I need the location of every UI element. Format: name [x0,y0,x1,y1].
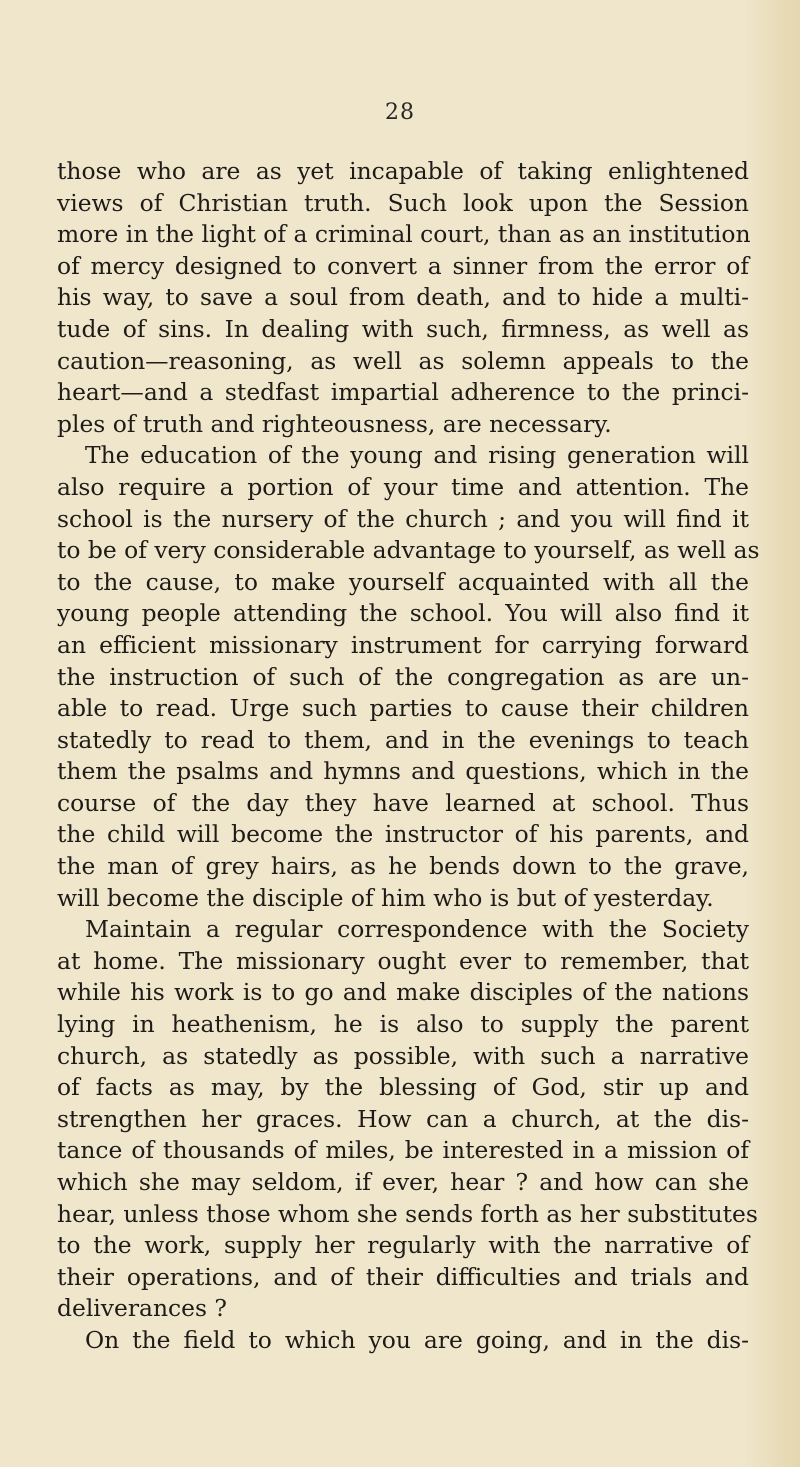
text-line: to the work, supply her regularly with the narrative of [57,1231,749,1260]
text-line: the instruction of such of the congregation as are un- [57,662,749,691]
text-line: young people attending the school. You will also find it [57,599,749,628]
text-line: also require a portion of your time and attention. The [57,472,749,501]
text-line: more in the light of a criminal court, than as an institution [57,220,751,249]
text-line: while his work is to go and make disciples of the nations [57,978,749,1007]
text-line: tance of thousands of miles, be interested in a mission of [57,1136,749,1165]
text-line: their operations, and of their difficulties and trials and [57,1262,749,1291]
text-line: an efficient missionary instrument for carrying forward [57,630,749,659]
text-line: Maintain a regular correspondence with the Society [85,915,749,944]
text-line: of mercy designed to convert a sinner from the error of [57,251,749,280]
text-line: to the cause, to make yourself acquainted with all the [57,567,749,596]
text-line: of facts as may, by the blessing of God, stir up and [57,1073,749,1102]
text-line: at home. The missionary ought ever to remember, that [57,946,749,975]
body-text [57,156,760,1357]
text-line: statedly to read to them, and in the evenings to teach [57,725,749,754]
text-line: will become the disciple of him who is but of yesterday. [57,883,714,912]
text-line: The education of the young and rising generation will [85,441,749,470]
text-line: to be of very considerable advantage to yourself, as well as [57,536,760,565]
text-line: ples of truth and righteousness, are necessary. [57,409,612,438]
text-line: able to read. Urge such parties to cause their children [57,694,749,723]
text-line: which she may seldom, if ever, hear ? and how can she [57,1168,749,1196]
text-line: the child will become the instructor of his parents, and [57,820,749,849]
text-line: the man of grey hairs, as he bends down to the grave, [57,852,749,881]
text-line: strengthen her graces. How can a church, at the dis- [57,1104,749,1133]
page-number: 28 [385,100,415,125]
text-line: those who are as yet incapable of taking enlightened [57,157,749,185]
text-line: caution—reasoning, as well as solemn appeals to the [57,346,749,375]
text-line: deliverances ? [57,1294,227,1323]
text-line: church, as statedly as possible, with such a narrative [57,1041,749,1070]
text-line: heart—and a stedfast impartial adherence to the princi- [57,378,749,407]
text-line: course of the day they have learned at school. Thus [57,788,749,817]
text-line: lying in heathenism, he is also to supply the parent [57,1010,749,1039]
text-line: views of Christian truth. Such look upon the Session [57,188,749,217]
text-line: them the psalms and hymns and questions, which in the [57,757,749,786]
text-line: hear, unless those whom she sends forth as her substitutes [57,1199,758,1228]
text-line: school is the nursery of the church ; and you will find it [57,504,749,533]
text-line: On the field to which you are going, and in the dis- [85,1325,749,1354]
text-line: tude of sins. In dealing with such, firmness, as well as [57,314,749,343]
text-line: his way, to save a soul from death, and to hide a multi- [57,283,749,312]
